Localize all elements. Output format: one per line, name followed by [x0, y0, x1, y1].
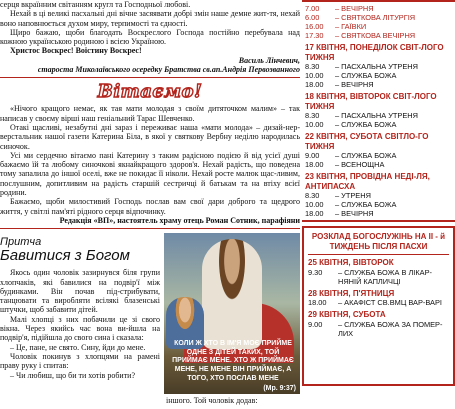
greeting-paragraph: «Нічого кращого немає, як тая мати молодая з своїм дитяточком малим» – так написав у своєму вірші наш геніальний Тарас Шевченко.: [0, 104, 300, 123]
schedule-row: [305, 22, 452, 31]
row-name: – ГАЇВКИ: [335, 22, 367, 31]
easter-greeting: Христос Воскрес! Воістину Воскрес!: [10, 46, 142, 56]
intro-paragraph: Щиро бажаю, щоби благодать Воскреслого Господа постійно перебувала над кожною українською родиною і всією Україною.: [0, 27, 300, 47]
row-time: 18.00: [305, 209, 324, 218]
row-time: 8.30: [305, 62, 320, 71]
row-time: 10.00: [305, 120, 324, 129]
parable-title: Бавитися з Богом: [0, 247, 130, 265]
row-time: 18.00: [305, 160, 324, 169]
intro-paragraph: серця вкраїнним світанням кругл та Господньої любові.: [0, 0, 191, 9]
easter-week-schedule: [302, 0, 455, 222]
row-time: 10.00: [305, 200, 324, 209]
schedule-row: [308, 320, 449, 338]
schedule-row: [305, 13, 452, 22]
signature-name: Василь Лінчевич,: [238, 55, 300, 65]
story-paragraph: – Це, пане, не свято. Сину, йди до мене.: [10, 342, 146, 352]
divider: [0, 77, 300, 78]
divider: [308, 254, 449, 255]
story-paragraph: Малі хлопці з них побачили це зі свого вікна. Через якийсь час вона ви-йшла на подвір'я, підійшла до свого сина і сказала:: [0, 314, 160, 343]
row-name: – СЛУЖБА БОЖА: [335, 120, 397, 129]
row-time: 17.30: [305, 31, 324, 40]
story-paragraph: Чоловік покинув з хлопцями на рамені праву руку і спитав:: [0, 351, 160, 371]
row-name: – ВЕЧІРНЯ: [335, 4, 374, 13]
row-time: 9.00: [305, 151, 320, 160]
editorial-signature: Редакція «ВП», настоятель храму отець Роман Сотник, парафіяни: [59, 215, 300, 225]
schedule-row: [308, 268, 449, 286]
row-name: – ВСЕНОЩНА: [335, 160, 385, 169]
row-name: – СВЯТКОВА ЛІТУРГІЯ: [335, 13, 416, 22]
parable-text-column: [0, 233, 160, 409]
row-time: 16.00: [305, 22, 324, 31]
greeting-paragraph: Отакі щасливі, незабутні дні зараз і переживає наша «мати молода» – дизай-нер-верстальник нашої газети Катерина Біла, в якої у святкову Вербну неділю народилась синочок.: [0, 122, 300, 151]
jesus-with-child-picture: [164, 233, 300, 409]
second-week-schedule: [302, 226, 455, 386]
row-time: 9.30: [308, 267, 323, 277]
day-title: 28 КВІТНЯ, П'ЯТНИЦЯ: [308, 288, 395, 298]
row-name: – ВЕЧІРНЯ: [335, 80, 374, 89]
day-title: 23 КВІТНЯ, ПРОВІДНА НЕДІ-ЛЯ, АНТИПАСХА: [305, 172, 430, 191]
parable-section: [0, 233, 300, 409]
day-title: 17 КВІТНЯ, ПОНЕДІЛОК СВІТ-ЛОГО ТИЖНЯ: [305, 43, 444, 62]
row-time: 18.00: [308, 298, 327, 307]
greeting-paragraph: Усі ми сердечно вітаємо пані Катерину з таким радісною подією й від усієї душі бажаємо їй та любому синочкові якнайкращого здоров'я. Нехай радість, що поведена тому запалила до іншої оселі, вже не покидає її ніколи. Нехай росте малюк щас-ливим, послушним, допитливим на радість старшій сестричці й батькам та на втіху всієї родини.: [0, 150, 300, 198]
picture-reference: (Мр. 9:37): [263, 385, 296, 393]
row-name: – СВЯТКОВА ВЕЧІРНЯ: [335, 31, 416, 40]
signature-role: староста Миколаївського осередку Братства св.ап.Андрія Первозванного: [37, 65, 300, 75]
row-time: 18.00: [305, 80, 324, 89]
schedule-row: [305, 120, 452, 129]
story-paragraph: – Чи любиш, що би ти хотів робити?: [10, 370, 136, 380]
schedule-row: [305, 209, 452, 218]
day-title: 25 КВІТНЯ, ВІВТОРОК: [308, 258, 394, 267]
row-time: 8.30: [305, 191, 320, 200]
row-name: – СЛУЖБА БОЖА В ЛІКАР-НЯНІЙ КАПЛИЧЦІ: [338, 267, 432, 286]
row-name: – ВЕЧІРНЯ: [335, 209, 374, 218]
schedule-row: [305, 111, 452, 120]
row-name: – УТРЕНЯ: [335, 191, 371, 200]
greeting-text: [0, 104, 300, 216]
schedule-row: [305, 31, 452, 40]
day-title: 22 КВІТНЯ, СУБОТА СВІТЛО-ГО ТИЖНЯ: [305, 132, 429, 151]
picture-caption: КОЛИ Ж ХТО В ІМ'Я МОЄ ПРИЙМЕ ОДНЕ З ДІТЕЙ ТАКИХ, ТОЙ ПРИЙМАЄ МЕНЕ. ХТО Ж ПРИЙМАЄ МЕНЕ, НЕ МЕНЕ ВІН ПРИЙМАЄ, А ТОГО, ХТО ПОСЛАВ МЕНЕ: [172, 340, 294, 382]
row-time: 8.30: [305, 111, 320, 120]
row-time: 6.00: [305, 13, 320, 22]
greeting-paragraph: Бажаємо, щоби милостивий Господь послав вам свої дари доброго та щедрого життя, у світлі пам'яті рідного серця відпочинку.: [0, 197, 300, 216]
intro-paragraph: Нехай в ці великі пасхальні дні вічне засяявати добрі змін наше демне жит-тя, нехай воно наповнюється духом миру, терпимості та єдності.: [0, 9, 300, 28]
schedule-row: [305, 151, 452, 160]
schedule-row: [308, 298, 449, 307]
schedule-row: [305, 4, 452, 13]
row-name: – СЛУЖБА БОЖА ЗА ПОМЕР-ЛИХ: [338, 319, 443, 338]
row-name: – СЛУЖБА БОЖА: [335, 71, 397, 80]
schedule-row: [305, 200, 452, 209]
row-name: – СЛУЖБА БОЖА: [335, 151, 397, 160]
divider: [0, 228, 300, 229]
row-name: – ПАСХАЛЬНА УТРЕНЯ: [335, 62, 418, 71]
schedule-header: РОЗКЛАД БОГОСЛУЖІНЬ НА II - й ТИЖДЕНЬ ПІСЛЯ ПАСХИ: [311, 232, 446, 251]
row-time: 7.00: [305, 4, 320, 13]
row-time: 9.00: [308, 319, 323, 329]
row-name: – СЛУЖБА БОЖА: [335, 200, 397, 209]
right-column: [302, 0, 455, 400]
schedule-row: [305, 160, 452, 169]
story-paragraph: Якось один чоловік зазирнувся біля групи хлопчаків, які бавилися на подвір'ї між будинками. Він почав під-стрибувати, танцювати та виробляти всілякі блазенські штучки, щоб забавити дітей.: [0, 268, 160, 315]
schedule-row: [305, 80, 452, 89]
parable-label: Притча: [0, 236, 42, 249]
row-name: – ПАСХАЛЬНА УТРЕНЯ: [335, 111, 418, 120]
intro-text: [0, 0, 300, 56]
row-name: – АКАФІСТ СВ.ВМЦ ВАР-ВАРІ: [338, 298, 442, 307]
day-title: 29 КВІТНЯ, СУБОТА: [308, 310, 386, 319]
picture-under-text: іншого. Той чоловік додав:: [164, 394, 300, 409]
schedule-row: [305, 62, 452, 71]
row-time: 10.00: [305, 71, 324, 80]
congratulations-title: Вітаємо!: [97, 81, 203, 103]
jesus-figure: [202, 239, 262, 349]
schedule-row: [305, 191, 452, 200]
schedule-row: [305, 71, 452, 80]
day-title: 18 КВІТНЯ, ВІВТОРОК СВІТ-ЛОГО ТИЖНЯ: [305, 92, 437, 111]
